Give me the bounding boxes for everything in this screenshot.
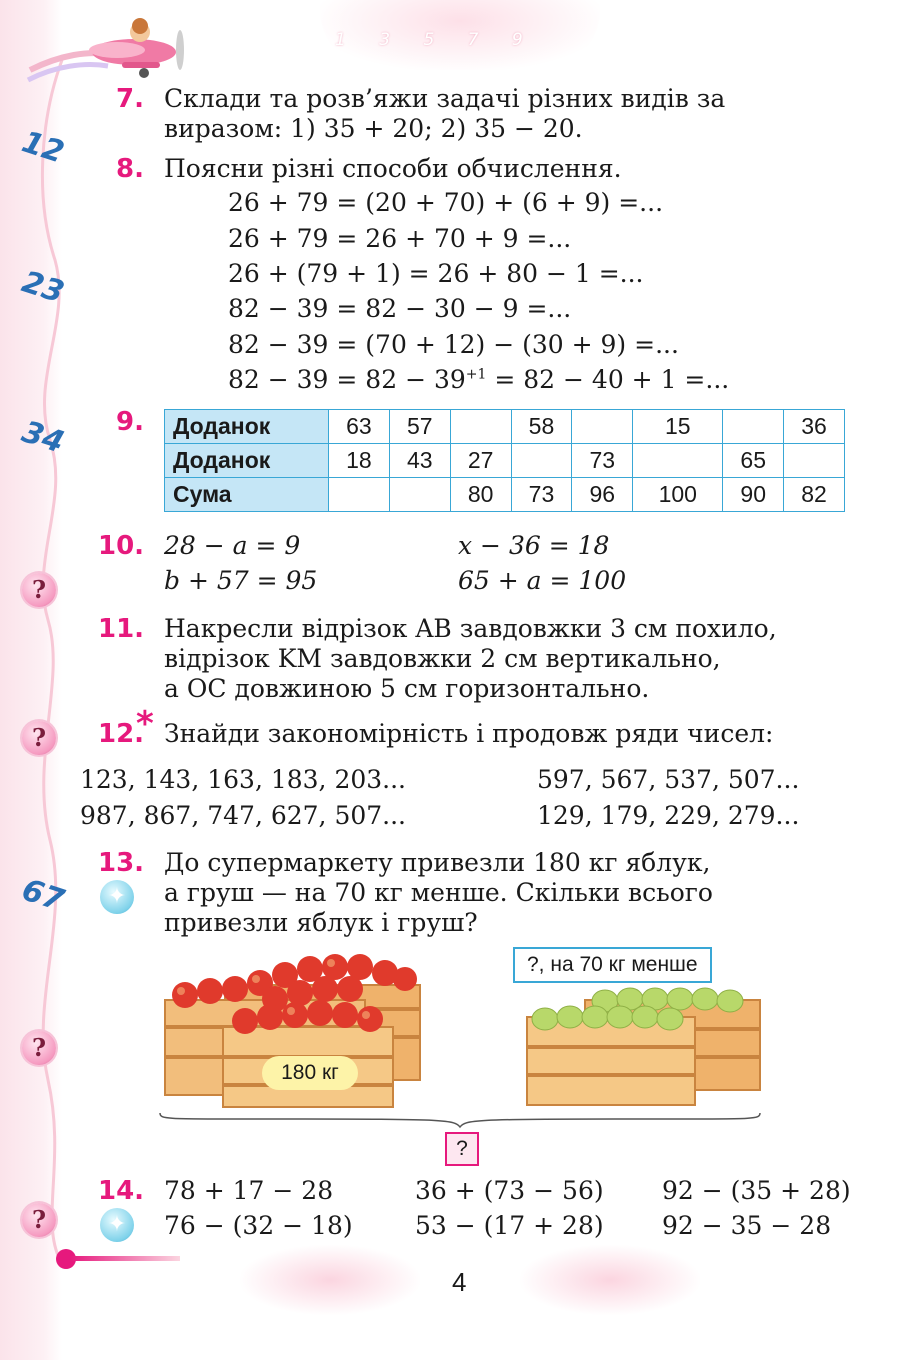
page-number: 4 xyxy=(452,1267,467,1297)
bottom-glow xyxy=(240,1245,420,1315)
exercise-7-number: 7. xyxy=(116,84,144,114)
table-cell: 57 xyxy=(389,410,450,444)
airplane-icon xyxy=(62,10,192,80)
banner-digits: 1 3 5 7 9 xyxy=(335,30,537,50)
calc-line: 26 + 79 = 26 + 70 + 9 =... xyxy=(228,224,572,253)
calc-line: 26 + 79 = (20 + 70) + (6 + 9) =... xyxy=(228,188,664,217)
calc-line: 82 − 39 = (70 + 12) − (30 + 9) =... xyxy=(228,330,679,359)
exercise-11-number: 11. xyxy=(98,614,145,644)
table-cell: 58 xyxy=(511,410,572,444)
side-number: 12 xyxy=(17,124,69,171)
addition-table xyxy=(164,409,845,512)
exercise-14-number: 14. xyxy=(98,1176,145,1206)
bottom-glow xyxy=(520,1245,700,1315)
exercise-13-number: 13. xyxy=(98,848,145,878)
table-row-header: Доданок xyxy=(165,444,329,478)
exercise-12-text: Знайди закономірність і продовж ряди чисел: xyxy=(164,719,774,748)
exercise-13-line1: До супермаркету привезли 180 кг яблук, xyxy=(164,848,711,877)
table-cell: 36 xyxy=(784,410,845,444)
exercise-8-number: 8. xyxy=(116,154,144,184)
table-cell: 43 xyxy=(389,444,450,478)
expression: 76 − (32 − 18) xyxy=(164,1211,353,1240)
question-mark-icon[interactable]: ? xyxy=(22,721,56,755)
equation: x − 36 = 18 xyxy=(458,531,610,560)
table-cell xyxy=(633,444,723,478)
expression: 78 + 17 − 28 xyxy=(164,1176,334,1205)
exercise-7-line2: виразом: 1) 35 + 20; 2) 35 − 20. xyxy=(164,114,583,143)
exercise-8-text: Поясни різні способи обчислення. xyxy=(164,154,622,183)
number-series: 123, 143, 163, 183, 203... xyxy=(80,765,407,794)
table-cell xyxy=(572,410,633,444)
table-cell xyxy=(784,444,845,478)
exercise-13-line2: а груш — на 70 кг менше. Скільки всього xyxy=(164,878,713,907)
number-series: 597, 567, 537, 507... xyxy=(537,765,800,794)
decor-line xyxy=(70,1256,180,1261)
table-row xyxy=(165,478,845,512)
question-mark-icon[interactable]: ? xyxy=(22,1203,56,1237)
exercise-12-number: 12. xyxy=(98,719,145,749)
equation: b + 57 = 95 xyxy=(164,566,318,595)
table-cell xyxy=(511,444,572,478)
expression: 92 − 35 − 28 xyxy=(662,1211,832,1240)
margin-wave xyxy=(0,0,120,1360)
question-mark-icon[interactable]: ? xyxy=(22,573,56,607)
table-cell xyxy=(329,478,390,512)
expression: 53 − (17 + 28) xyxy=(415,1211,604,1240)
table-row-header: Сума xyxy=(165,478,329,512)
calc-superscript: +1 xyxy=(465,366,487,383)
star-mark: * xyxy=(136,704,154,744)
calc-line: 26 + (79 + 1) = 26 + 80 − 1 =... xyxy=(228,259,644,288)
exercise-11-line3: а OC довжиною 5 см горизонтально. xyxy=(164,674,650,703)
expression: 36 + (73 − 56) xyxy=(415,1176,604,1205)
equation: 65 + a = 100 xyxy=(458,566,627,595)
puzzle-icon[interactable]: ✦ xyxy=(100,1208,134,1242)
pears-label: ?, на 70 кг менше xyxy=(513,947,712,983)
calc-line: 82 − 39 = 82 − 30 − 9 =... xyxy=(228,294,572,323)
table-cell: 73 xyxy=(511,478,572,512)
table-cell xyxy=(723,410,784,444)
exercise-10-number: 10. xyxy=(98,531,145,561)
expression: 92 − (35 + 28) xyxy=(662,1176,851,1205)
table-cell xyxy=(450,410,511,444)
exercise-11-line2: відрізок KM завдовжки 2 см вертикально, xyxy=(164,644,721,673)
number-series: 987, 867, 747, 627, 507... xyxy=(80,801,407,830)
total-question-box: ? xyxy=(445,1132,479,1166)
equation: 28 − a = 9 xyxy=(164,531,301,560)
apples-weight-label: 180 кг xyxy=(262,1056,358,1090)
table-cell: 15 xyxy=(633,410,723,444)
table-cell: 65 xyxy=(723,444,784,478)
calc-line-end: = 82 − 40 + 1 =... xyxy=(486,365,730,394)
side-number: 23 xyxy=(17,264,69,311)
table-row xyxy=(165,410,845,444)
table-cell: 80 xyxy=(450,478,511,512)
exercise-13-line3: привезли яблук і груш? xyxy=(164,908,478,937)
table-row xyxy=(165,444,845,478)
calc-line-start: 82 − 39 = 82 − 39 xyxy=(228,365,466,394)
table-cell: 90 xyxy=(723,478,784,512)
side-number: 67 xyxy=(17,872,69,919)
table-cell: 27 xyxy=(450,444,511,478)
number-series: 129, 179, 229, 279... xyxy=(537,801,800,830)
question-mark-icon[interactable]: ? xyxy=(22,1031,56,1065)
table-cell: 18 xyxy=(329,444,390,478)
table-cell: 82 xyxy=(784,478,845,512)
table-cell: 73 xyxy=(572,444,633,478)
table-cell: 100 xyxy=(633,478,723,512)
table-row-header: Доданок xyxy=(165,410,329,444)
side-number: 34 xyxy=(17,414,69,461)
table-cell: 63 xyxy=(329,410,390,444)
puzzle-icon[interactable]: ✦ xyxy=(100,880,134,914)
total-brace xyxy=(160,1113,760,1127)
exercise-9-number: 9. xyxy=(116,407,144,437)
calc-line-last xyxy=(228,365,729,394)
exercise-7-line1: Склади та розв’яжи задачі різних видів за xyxy=(164,84,726,113)
table-cell xyxy=(389,478,450,512)
table-cell: 96 xyxy=(572,478,633,512)
exercise-11-line1: Накресли відрізок AB завдовжки 3 см похило, xyxy=(164,614,777,643)
